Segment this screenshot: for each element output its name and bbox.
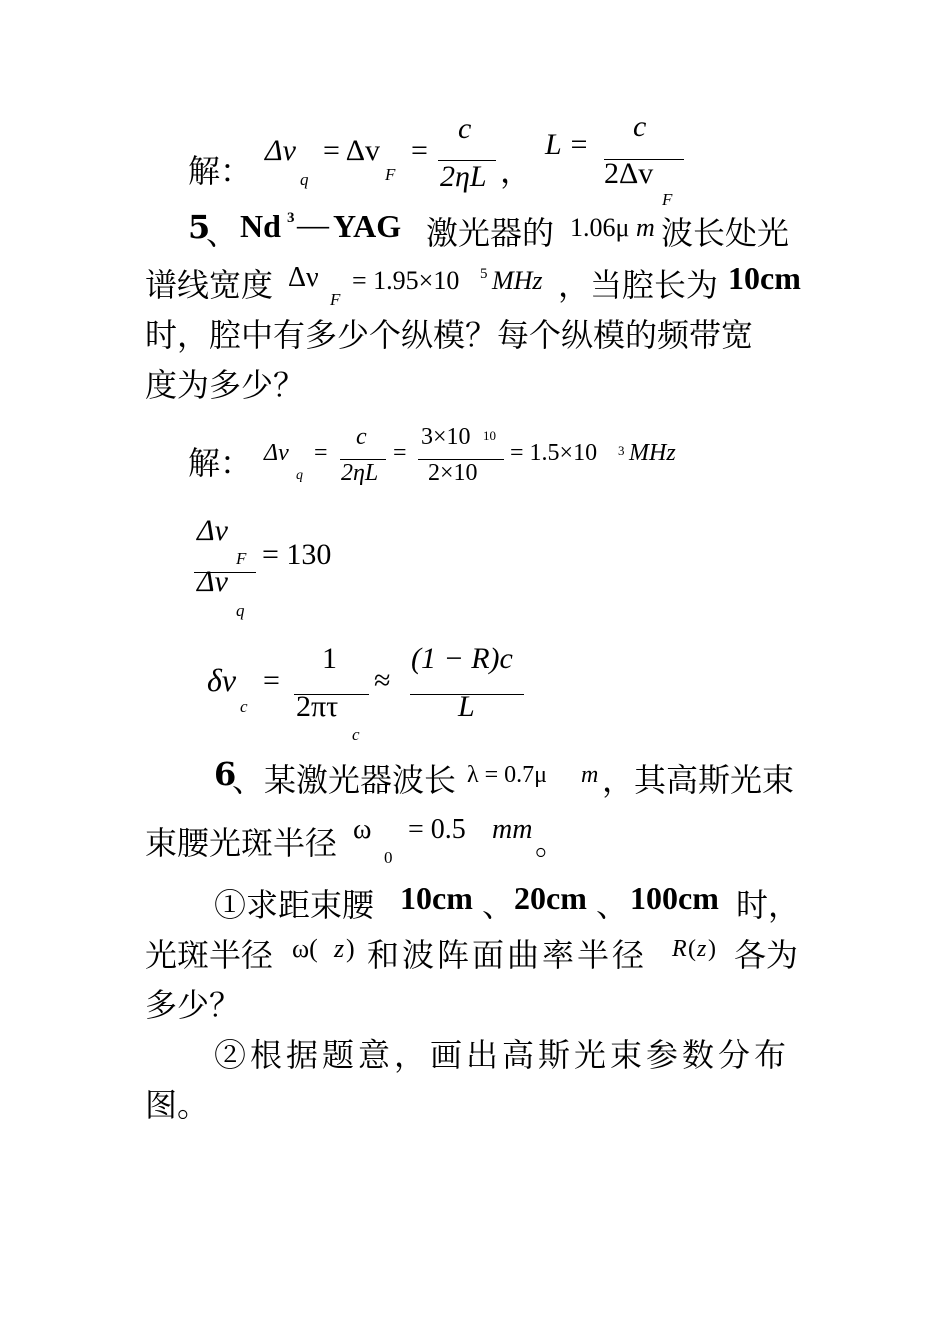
text-when: 时， <box>736 886 801 924</box>
problem-number: 6 <box>214 755 237 793</box>
yag-text: YAG <box>333 208 402 244</box>
text-diagram: 图。 <box>145 1086 210 1124</box>
subscript-F: F <box>385 165 396 184</box>
equals-sign-2: = <box>393 440 407 466</box>
R-var: R <box>672 936 687 962</box>
superscript-3: 3 <box>287 210 295 226</box>
text-question-end: 度为多少？ <box>145 366 306 404</box>
text-question: 时，腔中有多少个纵模？每个纵模的频带宽 <box>145 316 754 354</box>
subscript-F: F <box>236 549 247 568</box>
omega-z: ω( <box>292 934 318 963</box>
waist-unit: mm <box>492 814 533 845</box>
wavelength-value: λ = 0.7μ <box>467 762 548 788</box>
solution-label: 解： <box>188 152 253 190</box>
solution-label: 解： <box>188 444 253 482</box>
wavelength-unit: m <box>636 213 655 242</box>
equals-sign: = <box>263 664 280 697</box>
mode-count: = 130 <box>262 538 332 571</box>
waist-value: = 0.5 <box>408 814 466 845</box>
result-value: = 1.5×10 <box>510 440 598 466</box>
nd-text: Nd <box>240 208 281 244</box>
delta-v-F: Δv <box>197 514 228 547</box>
delta-nu: Δν <box>288 262 319 293</box>
problem-number: 5 <box>188 208 211 246</box>
fraction-denominator-2: L <box>458 690 475 723</box>
fraction-numerator: 1 <box>322 642 337 675</box>
superscript-3: 3 <box>618 443 625 458</box>
distance-10cm: 10cm <box>400 880 473 916</box>
open-paren: ( <box>688 936 696 962</box>
cavity-length: 10cm <box>728 260 801 296</box>
separator: 、 <box>206 214 239 252</box>
close-paren-2: ) <box>708 936 716 962</box>
text-respectively: 各为 <box>734 936 799 974</box>
fraction-numerator-2: 3×10 <box>421 424 471 450</box>
text-wavelength: 波长处光 <box>661 214 790 252</box>
fraction-denominator: 2πτ <box>296 690 339 723</box>
subscript-q: q <box>300 170 309 189</box>
text-gaussian: ，其高斯光束 <box>602 761 795 799</box>
wavelength-value: 1.06μ <box>570 213 630 242</box>
subscript-F: F <box>330 290 341 309</box>
fraction-numerator-2: (1 − R)c <box>411 642 513 675</box>
period: 。 <box>535 824 568 862</box>
omega: ω <box>353 814 372 845</box>
fraction-numerator: c <box>356 424 367 450</box>
distance-100cm: 100cm <box>630 880 719 916</box>
equals-sign: = <box>314 440 328 466</box>
separator-1: 、 <box>482 886 515 924</box>
text-waist: 束腰光斑半径 <box>145 824 338 862</box>
delta-v-q: Δv <box>265 134 296 167</box>
equals-sign: = <box>411 134 428 167</box>
text-cavity: ，当腔长为 <box>558 266 719 304</box>
z-var: z <box>334 934 345 963</box>
z-var-2: z <box>697 936 707 962</box>
unit-mhz: MHz <box>492 266 543 295</box>
L-equals: L = <box>545 128 589 161</box>
text-draw: ②根据题意，画出高斯光束参数分布 <box>214 1036 791 1074</box>
subscript-c-2: c <box>352 725 360 744</box>
delta-v-q: Δv <box>264 440 289 466</box>
distance-20cm: 20cm <box>514 880 587 916</box>
text-linewidth: 谱线宽度 <box>145 266 274 304</box>
superscript-10: 10 <box>483 428 496 443</box>
fraction-denominator-2: 2×10 <box>428 460 478 486</box>
fraction-denominator-2: 2Δv <box>604 157 654 190</box>
text-laser: 激光器的 <box>426 214 555 252</box>
dash: — <box>297 206 329 242</box>
separator-2: 、 <box>596 886 629 924</box>
fraction-numerator-2: c <box>633 110 647 143</box>
text-how-much: 多少？ <box>145 986 242 1024</box>
text-distance: ①求距束腰 <box>214 886 375 924</box>
comma: ， <box>500 152 533 190</box>
subscript-F-2: F <box>662 190 673 209</box>
unit-mhz: MHz <box>629 440 676 466</box>
subscript-q: q <box>236 601 245 620</box>
subscript-0: 0 <box>384 848 393 867</box>
text-spot-radius: 光斑半径 <box>145 936 274 974</box>
approx-sign: ≈ <box>374 664 391 697</box>
equals-delta-v: = Δv <box>323 134 381 167</box>
fraction-numerator: c <box>458 112 472 145</box>
subscript-c: c <box>240 697 248 716</box>
superscript-5: 5 <box>480 266 488 282</box>
fraction-denominator: 2ηL <box>440 160 487 193</box>
linewidth-value: = 1.95×10 <box>352 266 460 295</box>
delta-v-q: Δv <box>197 565 228 598</box>
subscript-q: q <box>296 468 303 483</box>
delta-v-c: δv <box>207 662 237 698</box>
close-paren: ) <box>346 934 355 963</box>
text-curvature: 和波阵面曲率半径 <box>367 936 648 974</box>
fraction-denominator: 2ηL <box>341 460 379 486</box>
text-laser: 、某激光器波长 <box>232 761 457 799</box>
wavelength-unit: m <box>581 762 599 788</box>
